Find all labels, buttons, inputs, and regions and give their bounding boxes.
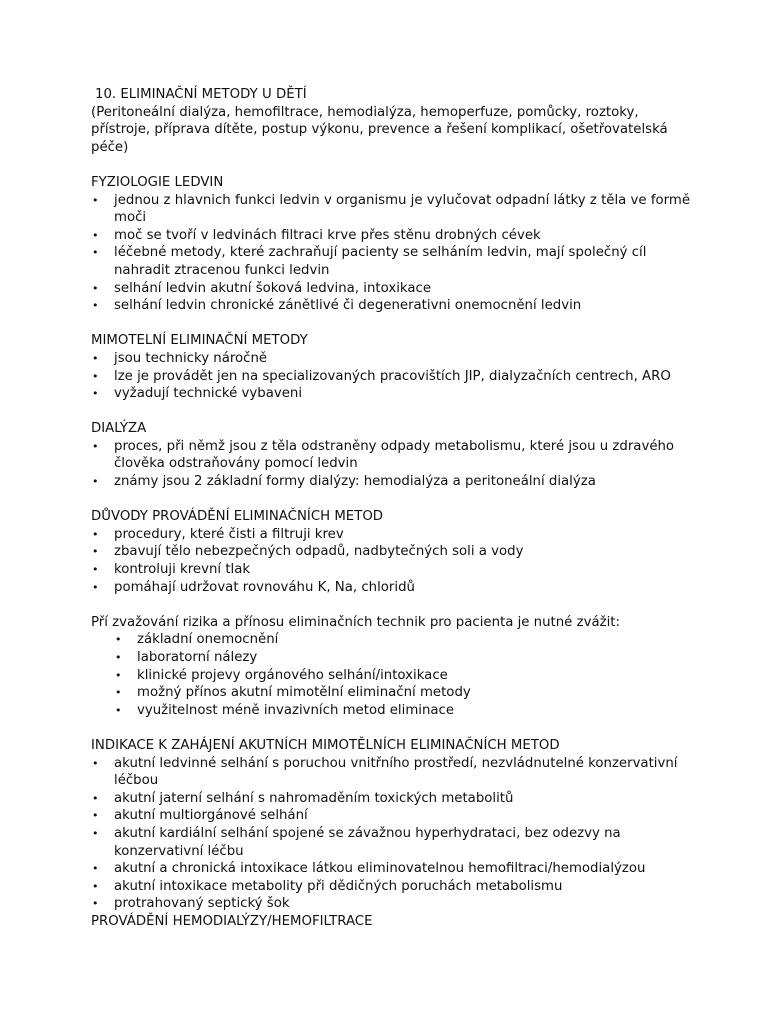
bullet-icon: • <box>92 475 99 489</box>
list-item: • známy jsou 2 základní formy dialýzy: hemodialýza a peritoneální dialýza <box>92 474 596 490</box>
spacer <box>91 596 691 614</box>
bullet-icon: • <box>115 686 122 700</box>
bullet-icon: • <box>115 703 122 717</box>
list-item: • procedury, které čisti a filtruji krev <box>92 526 344 542</box>
bullet-icon: • <box>115 633 122 647</box>
list-item: • možný přínos akutní mimotělní eliminační metody <box>115 685 471 701</box>
paragraph-zvazovani: Pří zvažování rizika a přínosu eliminačních technik pro pacienta je nutné zvážit: <box>91 614 620 630</box>
bullet-icon: • <box>92 193 99 207</box>
list-item: • zbavují tělo nebezpečných odpadů, nadbytečných soli a vody <box>92 544 524 560</box>
list-item: • jednou z hlavnich funkci ledvin v organismu je vylučovat odpadní látky z těla ve formě moči <box>92 192 690 226</box>
section-heading-duvody: DŮVODY PROVÁDĚNÍ ELIMINAČNÍCH METOD <box>91 509 384 525</box>
bullet-icon: • <box>92 281 99 295</box>
section-heading-provadeni: PROVÁDĚNÍ HEMODIALÝZY/HEMOFILTRACE <box>91 913 373 929</box>
bullet-icon: • <box>115 651 122 664</box>
section-heading-mimotelni: MIMOTELNÍ ELIMINAČNÍ METODY <box>91 333 308 349</box>
bullet-icon: • <box>92 351 99 365</box>
list-dialyza <box>91 438 691 491</box>
list-item: • protrahovaný septický šok <box>92 896 290 912</box>
list-item: • léčebné metody, které zachraňují pacienty se selháním ledvin, mají společný cíl nahradit ztracenou funkci ledvin <box>92 245 647 278</box>
list-item: • vyžadují technické vybaveni <box>92 386 303 402</box>
section-heading-fyziologie: FYZIOLOGIE LEDVIN <box>91 174 224 190</box>
bullet-icon: • <box>92 791 99 805</box>
list-item: • akutní multiorgánové selhání <box>92 808 308 824</box>
bullet-icon: • <box>92 897 99 911</box>
section-heading-dialyza: DIALÝZA <box>91 421 147 437</box>
list-fyziologie <box>91 192 691 315</box>
bullet-icon: • <box>92 809 99 823</box>
document-title: 10. ELIMINAČNÍ METODY U DĚTÍ <box>95 87 307 102</box>
list-mimotelni <box>91 350 691 403</box>
spacer <box>91 719 691 737</box>
spacer <box>91 491 691 509</box>
list-item: • proces, při němž jsou z těla odstraněny odpady metabolismu, které jsou u zdravého člověka odstraňovány pomocí ledvin <box>92 438 675 472</box>
list-item: • využitelnost méně invazivních metod eliminace <box>115 702 455 718</box>
list-item: • základní onemocnění <box>115 632 279 648</box>
list-zvazovani <box>91 631 691 719</box>
list-item: • akutní kardiální selhání spojené se závažnou hyperhydrataci, bez odezvy na konzervativní léčbu <box>92 825 621 859</box>
list-item: • klinické projevy orgánového selhání/intoxikace <box>115 667 448 683</box>
spacer <box>91 315 691 333</box>
spacer <box>91 403 691 421</box>
bullet-icon: • <box>92 439 99 453</box>
list-item: • akutní jaterní selhání s nahromaděním toxických metabolitů <box>92 790 514 806</box>
list-duvody <box>91 526 691 596</box>
bullet-icon: • <box>92 545 99 559</box>
bullet-icon: • <box>92 756 99 770</box>
bullet-icon: • <box>92 862 99 876</box>
list-item: • laboratorní nálezy <box>115 650 258 665</box>
bullet-icon: • <box>92 826 99 840</box>
list-item: • akutní intoxikace metabolity při dědičných poruchách metabolismu <box>92 878 563 894</box>
list-item: • akutní a chronická intoxikace látkou eliminovatelnou hemofiltraci/hemodialýzou <box>92 861 646 877</box>
list-item: • moč se tvoří v ledvinách filtraci krve přes stěnu drobných cévek <box>92 227 541 243</box>
bullet-icon: • <box>92 527 99 541</box>
bullet-icon: • <box>92 246 99 260</box>
list-item: • selhání ledvin akutní šoková ledvina, intoxikace <box>92 280 431 296</box>
section-heading-indikace: INDIKACE K ZAHÁJENÍ AKUTNÍCH MIMOTĚLNÍCH ELIMINAČNÍCH METOD <box>91 737 560 753</box>
bullet-icon: • <box>92 228 99 242</box>
list-indikace <box>91 755 691 913</box>
list-item: • akutní ledvinné selhání s poruchou vnitřního prostředí, nezvládnutelné konzervativní léčbou <box>92 755 678 789</box>
spacer <box>91 156 691 174</box>
list-item: • selhání ledvin chronické zánětlivé či degenerativni onemocnění ledvin <box>92 298 582 314</box>
bullet-icon: • <box>115 668 122 682</box>
list-item: • lze je provádět jen na specializovaných pracovištích JIP, dialyzačních centrech, ARO <box>92 368 671 384</box>
bullet-icon: • <box>92 299 99 313</box>
bullet-icon: • <box>92 580 99 594</box>
bullet-icon: • <box>92 369 99 383</box>
bullet-icon: • <box>92 563 99 577</box>
document-page <box>91 86 691 931</box>
list-item: • pomáhají udržovat rovnováhu K, Na, chloridů <box>92 579 415 595</box>
bullet-icon: • <box>92 879 99 893</box>
list-item: • kontroluji krevní tlak <box>92 562 251 578</box>
bullet-icon: • <box>92 387 99 401</box>
document-subtitle: (Peritoneální dialýza, hemofiltrace, hemodialýza, hemoperfuze, pomůcky, roztoky, přístroje, příprava dítěte, postup výkonu, prevence a řešení komplikací, ošetřovatelská péče) <box>91 104 668 155</box>
list-item: • jsou technicky náročně <box>92 350 268 366</box>
